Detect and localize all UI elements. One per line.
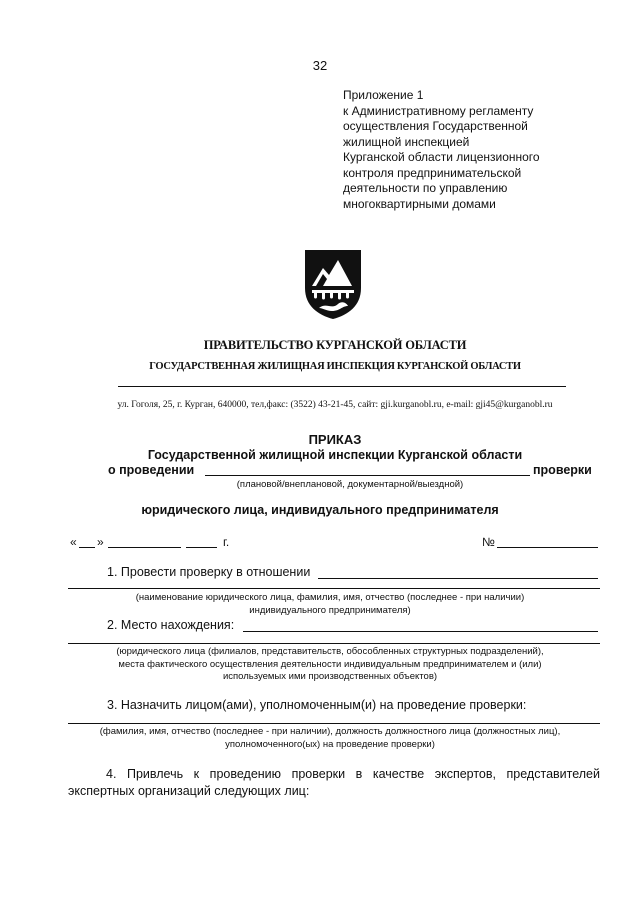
number-sign: №	[482, 535, 495, 549]
item-1-field-line2[interactable]	[68, 588, 600, 589]
appendix-line: к Административному регламенту	[343, 103, 534, 118]
appendix-line: контроля предпринимательской	[343, 165, 522, 180]
header-divider	[118, 386, 566, 387]
org-name: ПРАВИТЕЛЬСТВО КУРГАНСКОЙ ОБЛАСТИ	[203, 338, 467, 352]
year-suffix: г.	[223, 535, 230, 549]
org-address: ул. Гоголя, 25, г. Курган, 640000, тел,факс: (3522) 43-21-45, сайт: gji.kurganobl.ru, e-mail: gji45@kurganobl.ru	[117, 400, 553, 410]
note-line: (фамилия, имя, отчество (последнее - при наличии), должность должностного лица (должностных лиц),	[99, 726, 561, 737]
appendix-line: Приложение 1	[343, 88, 424, 102]
item-3-note	[60, 726, 600, 751]
appendix-line: осуществления Государственной	[343, 119, 528, 133]
appendix-line: Курганской области лицензионного	[343, 150, 540, 164]
item-1-field[interactable]	[318, 578, 598, 579]
item-2-note	[60, 646, 600, 684]
appendix-line: жилищной инспекцией	[343, 134, 470, 149]
order-prefix: о проведении	[108, 463, 195, 477]
appendix-line: многоквартирными домами	[343, 196, 496, 211]
item-2-field[interactable]	[243, 631, 598, 632]
note-line: индивидуального предпринимателя)	[249, 604, 411, 616]
order-suffix: проверки	[533, 463, 592, 477]
quote-close: »	[97, 535, 104, 549]
org-subname: ГОСУДАРСТВЕННАЯ ЖИЛИЩНАЯ ИНСПЕКЦИЯ КУРГАНСКОЙ ОБЛАСТИ	[149, 361, 521, 372]
order-number-field[interactable]	[497, 547, 598, 548]
note-line: (наименование юридического лица, фамилия, имя, отчество (последнее - при наличии)	[135, 592, 525, 603]
order-title-line2: Государственной жилищной инспекции Курганской области	[147, 448, 523, 462]
note-line: места фактического осуществления деятельности индивидуальным предпринимателем и (или)	[118, 658, 542, 670]
order-subject: юридического лица, индивидуального предпринимателя	[141, 503, 499, 517]
appendix-line: деятельности по управлению	[343, 181, 508, 195]
note-line: (юридического лица (филиалов, представительств, обособленных структурных подразделений),	[116, 646, 544, 657]
page-number: 32	[312, 58, 328, 73]
note-line: используемых ими производственных объектов)	[222, 671, 438, 682]
month-field[interactable]	[108, 547, 181, 548]
item-4-paragraph	[68, 766, 600, 800]
item-1-note	[60, 592, 600, 617]
item-2-field-line2[interactable]	[68, 643, 600, 644]
item-1-label: 1. Провести проверку в отношении	[107, 565, 311, 579]
item-3-field[interactable]	[68, 723, 600, 724]
note-line: уполномоченного(ых) на проведение проверки)	[225, 738, 435, 750]
day-field[interactable]	[79, 547, 95, 548]
year-field[interactable]	[186, 547, 217, 548]
order-title: ПРИКАЗ	[308, 432, 362, 447]
item-2-label: 2. Место нахождения:	[107, 618, 235, 632]
check-type-field[interactable]	[205, 475, 530, 476]
item-3-label: 3. Назначить лицом(ами), уполномоченным(и) на проведение проверки:	[107, 698, 527, 712]
check-type-hint: (плановой/внеплановой, документарной/выездной)	[236, 479, 464, 490]
coat-of-arms-icon	[302, 248, 364, 320]
item-4-line: экспертных организаций следующих лиц:	[68, 784, 310, 798]
item-4-line: 4. Привлечь к проведению проверки в качестве экспертов, представителей	[106, 767, 600, 781]
appendix-block	[343, 88, 603, 212]
quote-open: «	[70, 535, 77, 549]
